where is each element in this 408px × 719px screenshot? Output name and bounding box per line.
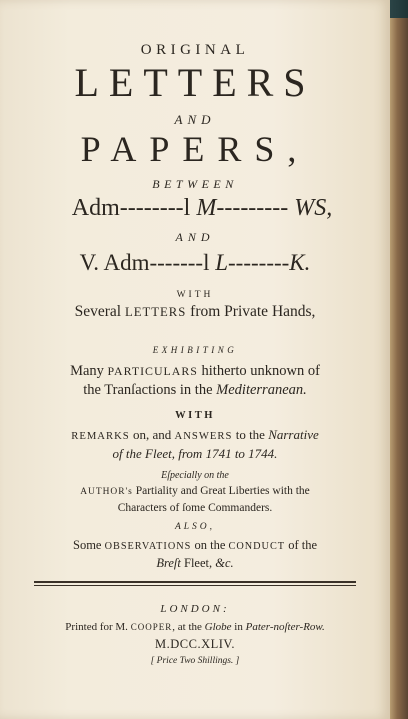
- several-text: Several: [74, 303, 125, 320]
- heading-also: ALSO,: [174, 522, 216, 532]
- some-text: Some: [73, 538, 105, 552]
- partiality-text: Partiality and Great Liberties with the: [132, 485, 310, 497]
- heading-and: AND: [174, 112, 216, 127]
- name-admiral-1-rank: Adm--------l: [71, 195, 197, 221]
- letters-caps: LETTERS: [124, 305, 187, 319]
- line-brest-fleet: [0, 556, 390, 571]
- printed-for-text: Printed for M.: [65, 621, 131, 633]
- many-text: Many: [70, 363, 108, 379]
- line-observations: [0, 538, 390, 553]
- private-hands-text: from Private Hands,: [186, 303, 316, 320]
- narrative-text: Narrative: [268, 427, 319, 442]
- line-characters: Characters of ſome Commanders.: [117, 502, 273, 514]
- name-admiral-1: [14, 195, 390, 222]
- mediterranean-text: Mediterranean.: [216, 382, 307, 398]
- heading-with: WITH: [176, 290, 214, 300]
- line-fleet-dates: of the Fleet, from 1741 to 1744.: [112, 446, 278, 461]
- heading-and-2: AND: [175, 230, 215, 244]
- on-the-text: on the: [191, 538, 229, 552]
- heading-exhibiting: EXHIBITING: [152, 345, 238, 355]
- remarks-caps: REMARKS: [71, 431, 130, 442]
- name-admiral-1-surname: M--------- WS,: [196, 195, 333, 221]
- observations-caps: OBSERVATIONS: [104, 541, 192, 552]
- remarks-on-text: on, and: [129, 427, 175, 442]
- imprint-year: M.DCC.XLIV.: [155, 637, 235, 651]
- hitherto-text: hitherto unknown of: [197, 363, 320, 379]
- author-caps: AUTHOR's: [80, 487, 133, 497]
- name-admiral-2-rank: V. Adm-------l: [79, 250, 216, 275]
- line-transactions: [0, 382, 390, 399]
- imprint-printer: [0, 621, 390, 633]
- transactions-text: the Tranſactions in the: [83, 382, 217, 398]
- heading-between: BETWEEN: [152, 177, 238, 191]
- heading-letters: LETTERS: [74, 60, 316, 105]
- brest-text: Breſt: [156, 556, 181, 570]
- etc-text: &c.: [215, 556, 234, 570]
- paternoster-text: Pater-noſter-Row.: [245, 621, 325, 633]
- divider-rule-thin: [34, 585, 356, 586]
- at-the-text: , at the: [172, 621, 205, 633]
- particulars-caps: PARTICULARS: [107, 364, 198, 378]
- heading-original: ORIGINAL: [140, 42, 250, 58]
- globe-text: Globe: [204, 621, 232, 633]
- line-remarks: [0, 427, 390, 443]
- answers-caps: ANSWERS: [174, 431, 233, 442]
- line-especially: Eſpecially on the: [161, 470, 229, 481]
- conduct-caps: CONDUCT: [228, 541, 286, 552]
- of-the-text: of the: [285, 538, 317, 552]
- line-many-particulars: [0, 363, 390, 380]
- imprint-city: LONDON:: [160, 603, 230, 615]
- name-admiral-2-surname: L--------K.: [215, 250, 311, 275]
- cooper-caps: COOPER: [130, 622, 173, 632]
- name-admiral-2: [0, 250, 390, 276]
- fleet-text: Fleet,: [180, 556, 216, 570]
- in-text: in: [231, 621, 246, 633]
- to-the-text: to the: [232, 427, 269, 442]
- divider-rule-thick: [34, 581, 356, 583]
- line-author: [0, 485, 390, 497]
- line-several-letters: [0, 303, 390, 321]
- imprint-price: [ Price Two Shillings. ]: [150, 656, 240, 666]
- heading-papers: PAPERS,: [80, 129, 310, 169]
- heading-with-2: WITH: [175, 410, 215, 421]
